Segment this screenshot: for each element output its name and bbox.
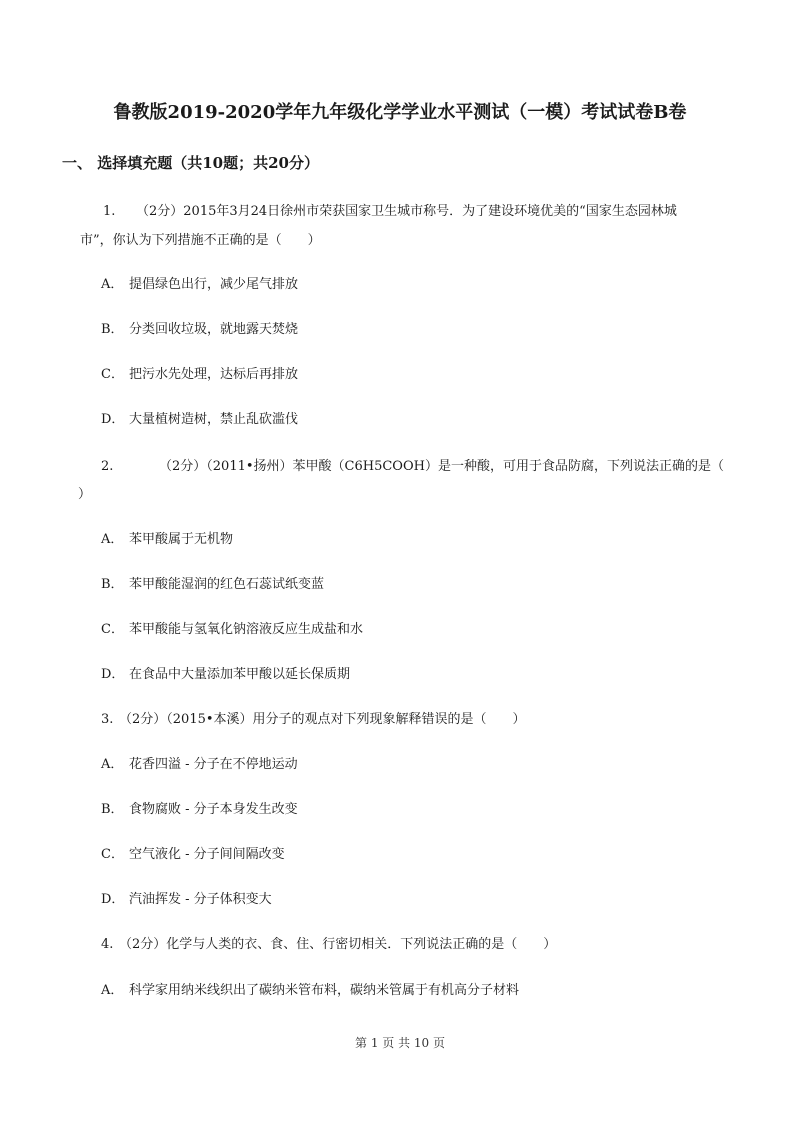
- option-label: C．: [101, 847, 124, 862]
- option-text: 分类回收垃圾，就地露天焚烧: [129, 322, 299, 337]
- question-text: （2分）化学与人类的衣、食、住、行密切相关．下列说法正确的是（ ）: [119, 937, 557, 952]
- option-text: 在食品中大量添加苯甲酸以延长保质期: [129, 667, 351, 682]
- option-text: 科学家用纳米线织出了碳纳米管布料，碳纳米管属于有机高分子材料: [129, 983, 520, 998]
- question-3-stem: [101, 711, 526, 729]
- option-label: D．: [101, 892, 125, 907]
- question-1-option-c[interactable]: [101, 366, 298, 384]
- option-label: B．: [101, 802, 124, 817]
- question-1-stem: [103, 203, 677, 221]
- question-3-option-d[interactable]: [101, 891, 272, 909]
- question-1-stem-cont: 市”，你认为下列措施不正确的是（ ）: [80, 233, 321, 248]
- option-text: 提倡绿色出行，减少尾气排放: [129, 277, 299, 292]
- question-2-option-d[interactable]: [101, 666, 350, 684]
- question-number: 4.: [101, 937, 114, 952]
- question-4-option-a[interactable]: [101, 982, 519, 1000]
- option-label: A．: [101, 532, 124, 547]
- question-text: （2分）（2015•本溪）用分子的观点对下列现象解释错误的是（ ）: [119, 712, 526, 727]
- question-1-option-a[interactable]: [101, 276, 298, 294]
- option-label: C．: [101, 367, 124, 382]
- section-heading: 一、 选择填充题（共10题；共20分）: [62, 154, 319, 172]
- option-text: 苯甲酸能湿润的红色石蕊试纸变蓝: [129, 577, 325, 592]
- option-text: 空气液化 - 分子间间隔改变: [129, 847, 285, 862]
- option-text: 把污水先处理，达标后再排放: [129, 367, 299, 382]
- option-label: A．: [101, 757, 124, 772]
- option-label: D．: [101, 412, 125, 427]
- option-text: 食物腐败 - 分子本身发生改变: [129, 802, 298, 817]
- question-number: 1.: [103, 204, 116, 219]
- question-2-option-c[interactable]: [101, 621, 363, 639]
- option-label: B．: [101, 322, 124, 337]
- option-label: D．: [101, 667, 125, 682]
- option-label: A．: [101, 277, 124, 292]
- question-3-option-b[interactable]: [101, 801, 298, 819]
- question-number: 3.: [101, 712, 114, 727]
- question-3-option-c[interactable]: [101, 846, 285, 864]
- question-4-stem: [101, 936, 556, 954]
- question-text: （2分）（2011•扬州）苯甲酸（C6H5COOH）是一种酸，可用于食品防腐，下列说法正确的是（: [159, 459, 724, 474]
- question-1-option-b[interactable]: [101, 321, 298, 339]
- page-footer: 第 1 页 共 10 页: [355, 1036, 445, 1050]
- option-text: 花香四溢 - 分子在不停地运动: [129, 757, 298, 772]
- question-3-option-a[interactable]: [101, 756, 298, 774]
- option-text: 苯甲酸属于无机物: [129, 532, 234, 547]
- option-label: C．: [101, 622, 124, 637]
- option-text: 汽油挥发 - 分子体积变大: [129, 892, 272, 907]
- page-title: 鲁教版2019-2020学年九年级化学学业水平测试（一模）考试试卷B卷: [113, 102, 687, 123]
- question-2-stem: [101, 458, 724, 476]
- question-1-option-d[interactable]: [101, 411, 298, 429]
- question-2-stem-cont: ）: [78, 487, 92, 502]
- question-number: 2.: [101, 459, 114, 474]
- option-text: 大量植树造树，禁止乱砍滥伐: [129, 412, 299, 427]
- question-2-option-a[interactable]: [101, 531, 233, 549]
- option-text: 苯甲酸能与氢氧化钠溶液反应生成盐和水: [129, 622, 364, 637]
- option-label: B．: [101, 577, 124, 592]
- option-label: A．: [101, 983, 124, 998]
- question-text: （2分）2015年3月24日徐州市荣获国家卫生城市称号．为了建设环境优美的“国家生态园林城: [136, 204, 677, 219]
- question-2-option-b[interactable]: [101, 576, 324, 594]
